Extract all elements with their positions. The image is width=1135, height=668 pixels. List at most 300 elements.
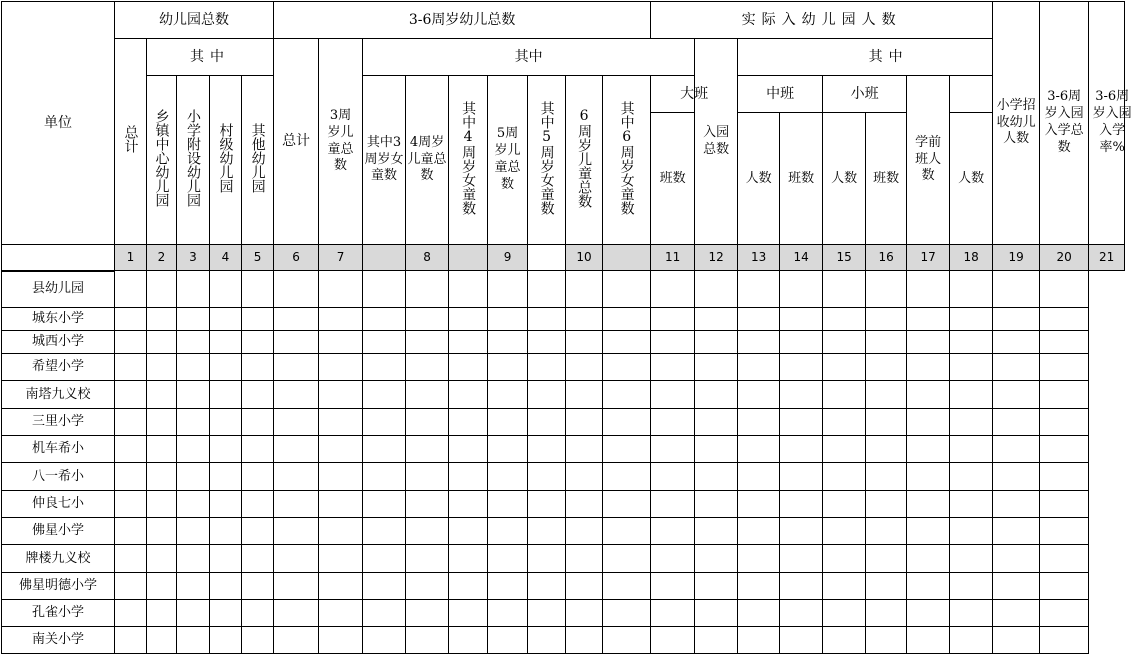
data-cell[interactable] bbox=[866, 271, 907, 308]
data-cell[interactable] bbox=[1040, 354, 1089, 381]
data-cell[interactable] bbox=[780, 573, 823, 600]
data-cell[interactable] bbox=[1040, 271, 1089, 308]
data-cell[interactable] bbox=[147, 518, 177, 545]
data-cell[interactable] bbox=[866, 491, 907, 518]
data-cell[interactable] bbox=[210, 354, 242, 381]
data-cell[interactable] bbox=[603, 573, 651, 600]
data-cell[interactable] bbox=[907, 491, 950, 518]
data-cell[interactable] bbox=[449, 381, 488, 409]
data-cell[interactable] bbox=[1040, 627, 1089, 654]
data-cell[interactable] bbox=[780, 409, 823, 436]
data-cell[interactable] bbox=[950, 573, 993, 600]
data-cell[interactable] bbox=[695, 627, 738, 654]
data-cell[interactable] bbox=[993, 463, 1040, 491]
data-cell[interactable] bbox=[115, 271, 147, 308]
data-cell[interactable] bbox=[319, 600, 363, 627]
data-cell[interactable] bbox=[950, 491, 993, 518]
data-cell[interactable] bbox=[363, 271, 406, 308]
data-cell[interactable] bbox=[907, 573, 950, 600]
data-cell[interactable] bbox=[866, 627, 907, 654]
data-cell[interactable] bbox=[177, 573, 210, 600]
data-cell[interactable] bbox=[147, 331, 177, 354]
data-cell[interactable] bbox=[528, 436, 566, 463]
data-cell[interactable] bbox=[147, 409, 177, 436]
data-cell[interactable] bbox=[651, 518, 695, 545]
data-cell[interactable] bbox=[566, 308, 603, 331]
data-cell[interactable] bbox=[528, 491, 566, 518]
data-cell[interactable] bbox=[738, 627, 780, 654]
data-cell[interactable] bbox=[363, 463, 406, 491]
data-cell[interactable] bbox=[1040, 436, 1089, 463]
data-cell[interactable] bbox=[651, 354, 695, 381]
data-cell[interactable] bbox=[115, 573, 147, 600]
data-cell[interactable] bbox=[950, 331, 993, 354]
data-cell[interactable] bbox=[449, 491, 488, 518]
data-cell[interactable] bbox=[695, 463, 738, 491]
data-cell[interactable] bbox=[651, 491, 695, 518]
data-cell[interactable] bbox=[780, 308, 823, 331]
data-cell[interactable] bbox=[907, 271, 950, 308]
data-cell[interactable] bbox=[651, 463, 695, 491]
data-cell[interactable] bbox=[363, 491, 406, 518]
data-cell[interactable] bbox=[115, 600, 147, 627]
data-cell[interactable] bbox=[866, 436, 907, 463]
data-cell[interactable] bbox=[528, 600, 566, 627]
data-cell[interactable] bbox=[823, 331, 866, 354]
data-cell[interactable] bbox=[210, 381, 242, 409]
data-cell[interactable] bbox=[823, 354, 866, 381]
data-cell[interactable] bbox=[1040, 545, 1089, 573]
data-cell[interactable] bbox=[695, 600, 738, 627]
data-cell[interactable] bbox=[210, 463, 242, 491]
data-cell[interactable] bbox=[242, 463, 274, 491]
data-cell[interactable] bbox=[780, 381, 823, 409]
data-cell[interactable] bbox=[823, 627, 866, 654]
data-cell[interactable] bbox=[147, 627, 177, 654]
data-cell[interactable] bbox=[242, 518, 274, 545]
data-cell[interactable] bbox=[738, 331, 780, 354]
data-cell[interactable] bbox=[907, 518, 950, 545]
data-cell[interactable] bbox=[406, 463, 449, 491]
data-cell[interactable] bbox=[242, 545, 274, 573]
data-cell[interactable] bbox=[823, 381, 866, 409]
data-cell[interactable] bbox=[319, 409, 363, 436]
data-cell[interactable] bbox=[823, 545, 866, 573]
data-cell[interactable] bbox=[210, 573, 242, 600]
data-cell[interactable] bbox=[950, 354, 993, 381]
data-cell[interactable] bbox=[147, 600, 177, 627]
data-cell[interactable] bbox=[177, 518, 210, 545]
data-cell[interactable] bbox=[738, 573, 780, 600]
data-cell[interactable] bbox=[780, 600, 823, 627]
data-cell[interactable] bbox=[823, 518, 866, 545]
data-cell[interactable] bbox=[488, 271, 528, 308]
data-cell[interactable] bbox=[210, 271, 242, 308]
data-cell[interactable] bbox=[115, 463, 147, 491]
data-cell[interactable] bbox=[177, 308, 210, 331]
data-cell[interactable] bbox=[738, 491, 780, 518]
data-cell[interactable] bbox=[488, 518, 528, 545]
data-cell[interactable] bbox=[695, 354, 738, 381]
data-cell[interactable] bbox=[488, 491, 528, 518]
data-cell[interactable] bbox=[651, 271, 695, 308]
data-cell[interactable] bbox=[242, 331, 274, 354]
data-cell[interactable] bbox=[907, 600, 950, 627]
data-cell[interactable] bbox=[866, 308, 907, 331]
data-cell[interactable] bbox=[147, 545, 177, 573]
data-cell[interactable] bbox=[780, 463, 823, 491]
data-cell[interactable] bbox=[738, 308, 780, 331]
data-cell[interactable] bbox=[528, 627, 566, 654]
data-cell[interactable] bbox=[907, 627, 950, 654]
data-cell[interactable] bbox=[274, 627, 319, 654]
data-cell[interactable] bbox=[823, 409, 866, 436]
data-cell[interactable] bbox=[950, 545, 993, 573]
data-cell[interactable] bbox=[695, 545, 738, 573]
data-cell[interactable] bbox=[866, 573, 907, 600]
data-cell[interactable] bbox=[177, 409, 210, 436]
data-cell[interactable] bbox=[147, 381, 177, 409]
data-cell[interactable] bbox=[651, 600, 695, 627]
data-cell[interactable] bbox=[363, 409, 406, 436]
data-cell[interactable] bbox=[823, 463, 866, 491]
data-cell[interactable] bbox=[147, 491, 177, 518]
data-cell[interactable] bbox=[449, 627, 488, 654]
data-cell[interactable] bbox=[780, 271, 823, 308]
data-cell[interactable] bbox=[449, 409, 488, 436]
data-cell[interactable] bbox=[566, 518, 603, 545]
data-cell[interactable] bbox=[449, 271, 488, 308]
data-cell[interactable] bbox=[823, 308, 866, 331]
data-cell[interactable] bbox=[449, 518, 488, 545]
data-cell[interactable] bbox=[449, 463, 488, 491]
data-cell[interactable] bbox=[993, 381, 1040, 409]
data-cell[interactable] bbox=[449, 308, 488, 331]
data-cell[interactable] bbox=[363, 331, 406, 354]
data-cell[interactable] bbox=[866, 381, 907, 409]
data-cell[interactable] bbox=[406, 331, 449, 354]
data-cell[interactable] bbox=[738, 436, 780, 463]
data-cell[interactable] bbox=[147, 573, 177, 600]
data-cell[interactable] bbox=[274, 331, 319, 354]
data-cell[interactable] bbox=[363, 545, 406, 573]
data-cell[interactable] bbox=[528, 463, 566, 491]
data-cell[interactable] bbox=[950, 381, 993, 409]
data-cell[interactable] bbox=[177, 436, 210, 463]
data-cell[interactable] bbox=[274, 271, 319, 308]
data-cell[interactable] bbox=[603, 331, 651, 354]
data-cell[interactable] bbox=[177, 627, 210, 654]
data-cell[interactable] bbox=[210, 518, 242, 545]
data-cell[interactable] bbox=[115, 409, 147, 436]
data-cell[interactable] bbox=[695, 409, 738, 436]
data-cell[interactable] bbox=[823, 491, 866, 518]
data-cell[interactable] bbox=[566, 573, 603, 600]
data-cell[interactable] bbox=[242, 271, 274, 308]
data-cell[interactable] bbox=[242, 436, 274, 463]
data-cell[interactable] bbox=[738, 354, 780, 381]
data-cell[interactable] bbox=[274, 381, 319, 409]
data-cell[interactable] bbox=[695, 308, 738, 331]
data-cell[interactable] bbox=[210, 331, 242, 354]
data-cell[interactable] bbox=[147, 436, 177, 463]
data-cell[interactable] bbox=[528, 409, 566, 436]
data-cell[interactable] bbox=[603, 436, 651, 463]
data-cell[interactable] bbox=[319, 271, 363, 308]
data-cell[interactable] bbox=[177, 271, 210, 308]
data-cell[interactable] bbox=[274, 573, 319, 600]
data-cell[interactable] bbox=[449, 573, 488, 600]
data-cell[interactable] bbox=[274, 308, 319, 331]
data-cell[interactable] bbox=[695, 331, 738, 354]
data-cell[interactable] bbox=[488, 354, 528, 381]
data-cell[interactable] bbox=[449, 600, 488, 627]
data-cell[interactable] bbox=[406, 573, 449, 600]
data-cell[interactable] bbox=[528, 573, 566, 600]
data-cell[interactable] bbox=[319, 381, 363, 409]
data-cell[interactable] bbox=[274, 409, 319, 436]
data-cell[interactable] bbox=[603, 627, 651, 654]
data-cell[interactable] bbox=[566, 436, 603, 463]
data-cell[interactable] bbox=[449, 354, 488, 381]
data-cell[interactable] bbox=[242, 627, 274, 654]
data-cell[interactable] bbox=[1040, 409, 1089, 436]
data-cell[interactable] bbox=[1040, 573, 1089, 600]
data-cell[interactable] bbox=[907, 436, 950, 463]
data-cell[interactable] bbox=[449, 545, 488, 573]
data-cell[interactable] bbox=[528, 331, 566, 354]
data-cell[interactable] bbox=[488, 409, 528, 436]
data-cell[interactable] bbox=[177, 545, 210, 573]
data-cell[interactable] bbox=[1040, 491, 1089, 518]
data-cell[interactable] bbox=[950, 308, 993, 331]
data-cell[interactable] bbox=[738, 409, 780, 436]
data-cell[interactable] bbox=[488, 308, 528, 331]
data-cell[interactable] bbox=[177, 331, 210, 354]
data-cell[interactable] bbox=[274, 545, 319, 573]
data-cell[interactable] bbox=[993, 491, 1040, 518]
data-cell[interactable] bbox=[603, 600, 651, 627]
data-cell[interactable] bbox=[993, 627, 1040, 654]
data-cell[interactable] bbox=[993, 331, 1040, 354]
data-cell[interactable] bbox=[907, 381, 950, 409]
data-cell[interactable] bbox=[274, 491, 319, 518]
data-cell[interactable] bbox=[603, 409, 651, 436]
data-cell[interactable] bbox=[651, 436, 695, 463]
data-cell[interactable] bbox=[566, 600, 603, 627]
data-cell[interactable] bbox=[177, 381, 210, 409]
data-cell[interactable] bbox=[603, 308, 651, 331]
data-cell[interactable] bbox=[274, 518, 319, 545]
data-cell[interactable] bbox=[738, 518, 780, 545]
data-cell[interactable] bbox=[651, 627, 695, 654]
data-cell[interactable] bbox=[907, 331, 950, 354]
data-cell[interactable] bbox=[1040, 463, 1089, 491]
data-cell[interactable] bbox=[866, 331, 907, 354]
data-cell[interactable] bbox=[993, 545, 1040, 573]
data-cell[interactable] bbox=[406, 518, 449, 545]
data-cell[interactable] bbox=[907, 409, 950, 436]
data-cell[interactable] bbox=[950, 600, 993, 627]
data-cell[interactable] bbox=[603, 271, 651, 308]
data-cell[interactable] bbox=[319, 491, 363, 518]
data-cell[interactable] bbox=[319, 518, 363, 545]
data-cell[interactable] bbox=[115, 381, 147, 409]
data-cell[interactable] bbox=[147, 354, 177, 381]
data-cell[interactable] bbox=[177, 354, 210, 381]
data-cell[interactable] bbox=[651, 409, 695, 436]
data-cell[interactable] bbox=[993, 409, 1040, 436]
data-cell[interactable] bbox=[488, 436, 528, 463]
data-cell[interactable] bbox=[823, 271, 866, 308]
data-cell[interactable] bbox=[363, 600, 406, 627]
data-cell[interactable] bbox=[115, 308, 147, 331]
data-cell[interactable] bbox=[115, 491, 147, 518]
data-cell[interactable] bbox=[115, 436, 147, 463]
data-cell[interactable] bbox=[406, 545, 449, 573]
data-cell[interactable] bbox=[319, 308, 363, 331]
data-cell[interactable] bbox=[210, 308, 242, 331]
data-cell[interactable] bbox=[242, 491, 274, 518]
data-cell[interactable] bbox=[566, 491, 603, 518]
data-cell[interactable] bbox=[651, 381, 695, 409]
data-cell[interactable] bbox=[528, 308, 566, 331]
data-cell[interactable] bbox=[950, 409, 993, 436]
data-cell[interactable] bbox=[950, 271, 993, 308]
data-cell[interactable] bbox=[363, 354, 406, 381]
data-cell[interactable] bbox=[363, 518, 406, 545]
data-cell[interactable] bbox=[274, 354, 319, 381]
data-cell[interactable] bbox=[528, 381, 566, 409]
data-cell[interactable] bbox=[866, 545, 907, 573]
data-cell[interactable] bbox=[695, 436, 738, 463]
data-cell[interactable] bbox=[907, 463, 950, 491]
data-cell[interactable] bbox=[488, 381, 528, 409]
data-cell[interactable] bbox=[780, 545, 823, 573]
data-cell[interactable] bbox=[363, 308, 406, 331]
data-cell[interactable] bbox=[488, 545, 528, 573]
data-cell[interactable] bbox=[406, 271, 449, 308]
data-cell[interactable] bbox=[823, 436, 866, 463]
data-cell[interactable] bbox=[993, 600, 1040, 627]
data-cell[interactable] bbox=[242, 573, 274, 600]
data-cell[interactable] bbox=[566, 463, 603, 491]
data-cell[interactable] bbox=[823, 573, 866, 600]
data-cell[interactable] bbox=[950, 436, 993, 463]
data-cell[interactable] bbox=[993, 436, 1040, 463]
data-cell[interactable] bbox=[406, 491, 449, 518]
data-cell[interactable] bbox=[695, 518, 738, 545]
data-cell[interactable] bbox=[406, 308, 449, 331]
data-cell[interactable] bbox=[738, 463, 780, 491]
data-cell[interactable] bbox=[950, 463, 993, 491]
data-cell[interactable] bbox=[823, 600, 866, 627]
data-cell[interactable] bbox=[363, 381, 406, 409]
data-cell[interactable] bbox=[449, 436, 488, 463]
data-cell[interactable] bbox=[1040, 308, 1089, 331]
data-cell[interactable] bbox=[363, 436, 406, 463]
data-cell[interactable] bbox=[210, 436, 242, 463]
data-cell[interactable] bbox=[603, 354, 651, 381]
data-cell[interactable] bbox=[274, 600, 319, 627]
data-cell[interactable] bbox=[274, 463, 319, 491]
data-cell[interactable] bbox=[319, 463, 363, 491]
data-cell[interactable] bbox=[603, 518, 651, 545]
data-cell[interactable] bbox=[177, 600, 210, 627]
data-cell[interactable] bbox=[528, 271, 566, 308]
data-cell[interactable] bbox=[780, 518, 823, 545]
data-cell[interactable] bbox=[780, 354, 823, 381]
data-cell[interactable] bbox=[363, 627, 406, 654]
data-cell[interactable] bbox=[406, 627, 449, 654]
data-cell[interactable] bbox=[566, 627, 603, 654]
data-cell[interactable] bbox=[566, 381, 603, 409]
data-cell[interactable] bbox=[780, 436, 823, 463]
data-cell[interactable] bbox=[528, 518, 566, 545]
data-cell[interactable] bbox=[115, 545, 147, 573]
data-cell[interactable] bbox=[177, 491, 210, 518]
data-cell[interactable] bbox=[242, 354, 274, 381]
data-cell[interactable] bbox=[488, 627, 528, 654]
data-cell[interactable] bbox=[566, 354, 603, 381]
data-cell[interactable] bbox=[274, 436, 319, 463]
data-cell[interactable] bbox=[210, 600, 242, 627]
data-cell[interactable] bbox=[651, 308, 695, 331]
data-cell[interactable] bbox=[780, 491, 823, 518]
data-cell[interactable] bbox=[319, 627, 363, 654]
data-cell[interactable] bbox=[488, 600, 528, 627]
data-cell[interactable] bbox=[406, 600, 449, 627]
data-cell[interactable] bbox=[242, 600, 274, 627]
data-cell[interactable] bbox=[115, 331, 147, 354]
data-cell[interactable] bbox=[177, 463, 210, 491]
data-cell[interactable] bbox=[566, 331, 603, 354]
data-cell[interactable] bbox=[993, 573, 1040, 600]
data-cell[interactable] bbox=[950, 627, 993, 654]
data-cell[interactable] bbox=[566, 271, 603, 308]
data-cell[interactable] bbox=[406, 381, 449, 409]
data-cell[interactable] bbox=[738, 600, 780, 627]
data-cell[interactable] bbox=[115, 518, 147, 545]
data-cell[interactable] bbox=[738, 381, 780, 409]
data-cell[interactable] bbox=[449, 331, 488, 354]
data-cell[interactable] bbox=[651, 331, 695, 354]
data-cell[interactable] bbox=[242, 409, 274, 436]
data-cell[interactable] bbox=[1040, 381, 1089, 409]
data-cell[interactable] bbox=[780, 331, 823, 354]
data-cell[interactable] bbox=[528, 354, 566, 381]
data-cell[interactable] bbox=[603, 381, 651, 409]
data-cell[interactable] bbox=[1040, 331, 1089, 354]
data-cell[interactable] bbox=[603, 545, 651, 573]
data-cell[interactable] bbox=[528, 545, 566, 573]
data-cell[interactable] bbox=[866, 354, 907, 381]
data-cell[interactable] bbox=[210, 491, 242, 518]
data-cell[interactable] bbox=[566, 409, 603, 436]
data-cell[interactable] bbox=[907, 545, 950, 573]
data-cell[interactable] bbox=[603, 463, 651, 491]
data-cell[interactable] bbox=[147, 271, 177, 308]
data-cell[interactable] bbox=[210, 545, 242, 573]
data-cell[interactable] bbox=[866, 518, 907, 545]
data-cell[interactable] bbox=[319, 545, 363, 573]
data-cell[interactable] bbox=[738, 271, 780, 308]
data-cell[interactable] bbox=[950, 518, 993, 545]
data-cell[interactable] bbox=[993, 518, 1040, 545]
data-cell[interactable] bbox=[993, 354, 1040, 381]
data-cell[interactable] bbox=[115, 627, 147, 654]
data-cell[interactable] bbox=[488, 573, 528, 600]
